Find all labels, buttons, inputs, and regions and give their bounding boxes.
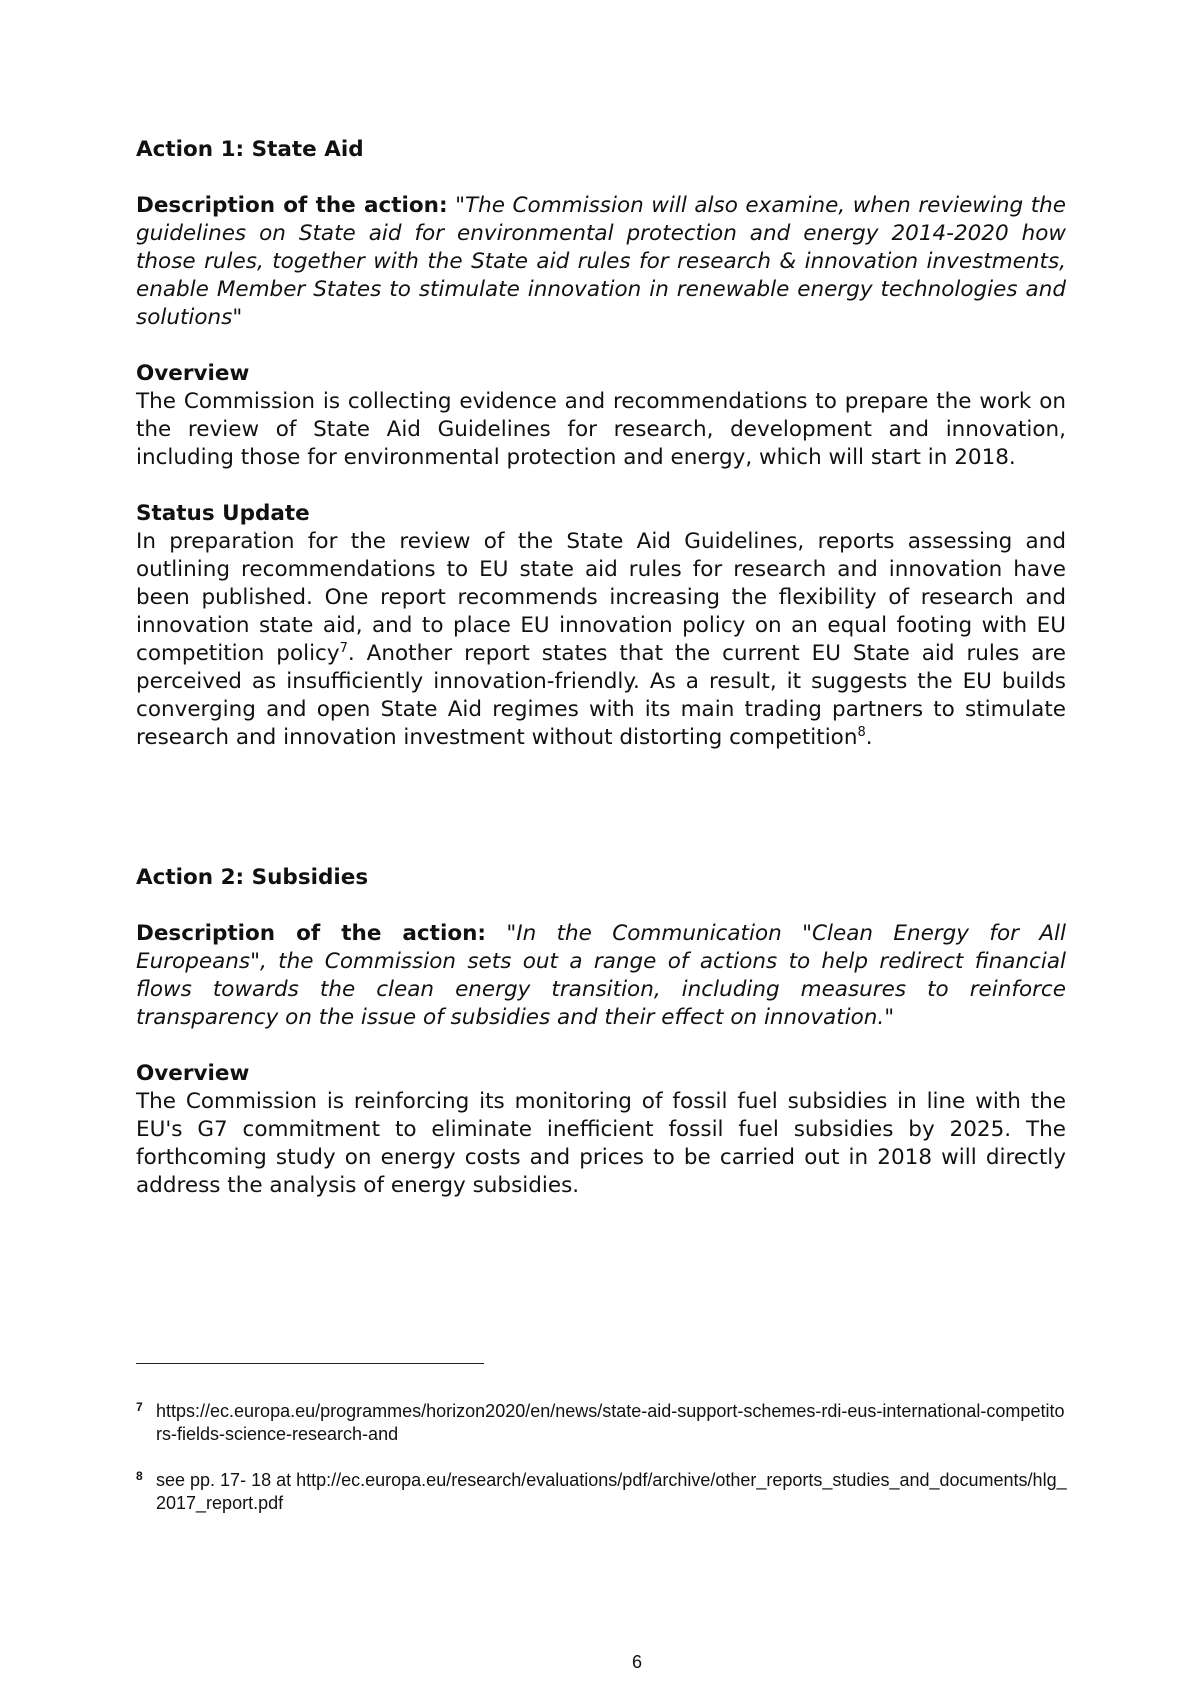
footnote-7-link[interactable]: https://ec.europa.eu/programmes/horizon2020/en/news/state-aid-support-schemes-rdi-eus-international-competitors-fields-science-research-and: [156, 1401, 1065, 1444]
footnote-separator: [136, 1363, 484, 1364]
action-2-overview-heading: Overview: [136, 1061, 250, 1086]
action-2-description-lead: Description of the action:: [136, 921, 486, 946]
footnote-ref-7[interactable]: 7: [339, 640, 348, 656]
action-1-status-update: [136, 500, 1066, 752]
action-1-overview-text: The Commission is collecting evidence and recommendations to prepare the work on the review of State Aid Guidelines for research, development and innovation, including those for environmental protection and energy, which will start in 2018.: [136, 389, 1066, 470]
action-1-status-heading: Status Update: [136, 501, 310, 526]
status-text-part-2: . Another report states that the current EU State aid rules are perceived as insufficiently innovation-friendly. As a result, it suggests the EU builds converging and open State Aid regimes with its main trading partners to stimulate research and innovation investment without distorting competition: [136, 641, 1067, 750]
action-2-description-quote: "In the Communication "Clean Energy for All Europeans", the Commission sets out a range of actions to help redirect financial flows towards the clean energy transition, including measures to reinforce transparency on the issue of subsidies and their effect on innovation.": [136, 921, 1066, 1030]
footnote-7-mark: 7: [136, 1400, 143, 1414]
action-1-title: Action 1: State Aid: [136, 137, 364, 162]
action-1-description-quote: "The Commission will also examine, when reviewing the guidelines on State aid for environmental protection and energy 2014-2020 how those rules, together with the State aid rules for research & innovation investments, enable Member States to stimulate innovation in renewable energy technologies and solutions": [136, 193, 1066, 330]
action-2-title: Action 2: Subsidies: [136, 865, 369, 890]
action-1-status-text: [136, 528, 1066, 752]
action-1-section: [136, 136, 1066, 752]
footnote-8-text[interactable]: see pp. 17- 18 at http://ec.europa.eu/research/evaluations/pdf/archive/other_reports_studies_and_documents/hlg_2017_report.pdf: [156, 1470, 1067, 1513]
action-1-description-lead: Description of the action:: [136, 193, 448, 218]
action-2-description: [136, 920, 1066, 1032]
status-text-part-1: In preparation for the review of the State Aid Guidelines, reports assessing and outlining recommendations to EU state aid rules for research and innovation have been published. One report recommends increasing the flexibility of research and innovation state aid, and to place EU innovation policy on an equal footing with EU competition policy: [136, 529, 1066, 666]
section-spacer: [136, 780, 1066, 864]
action-2-overview: [136, 1060, 1066, 1200]
footnote-8-mark: 8: [136, 1469, 143, 1483]
action-2-overview-text: The Commission is reinforcing its monitoring of fossil fuel subsidies in line with the EU's G7 commitment to eliminate inefficient fossil fuel subsidies by 2025. The forthcoming study on energy costs and prices to be carried out in 2018 will directly address the analysis of energy subsidies.: [136, 1089, 1066, 1198]
footnote-8: [136, 1469, 1068, 1515]
action-1-overview-heading: Overview: [136, 361, 250, 386]
action-1-description: [136, 192, 1066, 332]
status-text-part-3: .: [865, 725, 873, 750]
main-content: [136, 136, 1066, 1228]
footnote-ref-8[interactable]: 8: [857, 724, 866, 740]
page-number: 6: [631, 1652, 642, 1672]
action-2-section: [136, 864, 1066, 1200]
footnote-7: [136, 1400, 1068, 1446]
action-1-overview: [136, 360, 1066, 472]
footnotes: [136, 1400, 1068, 1538]
